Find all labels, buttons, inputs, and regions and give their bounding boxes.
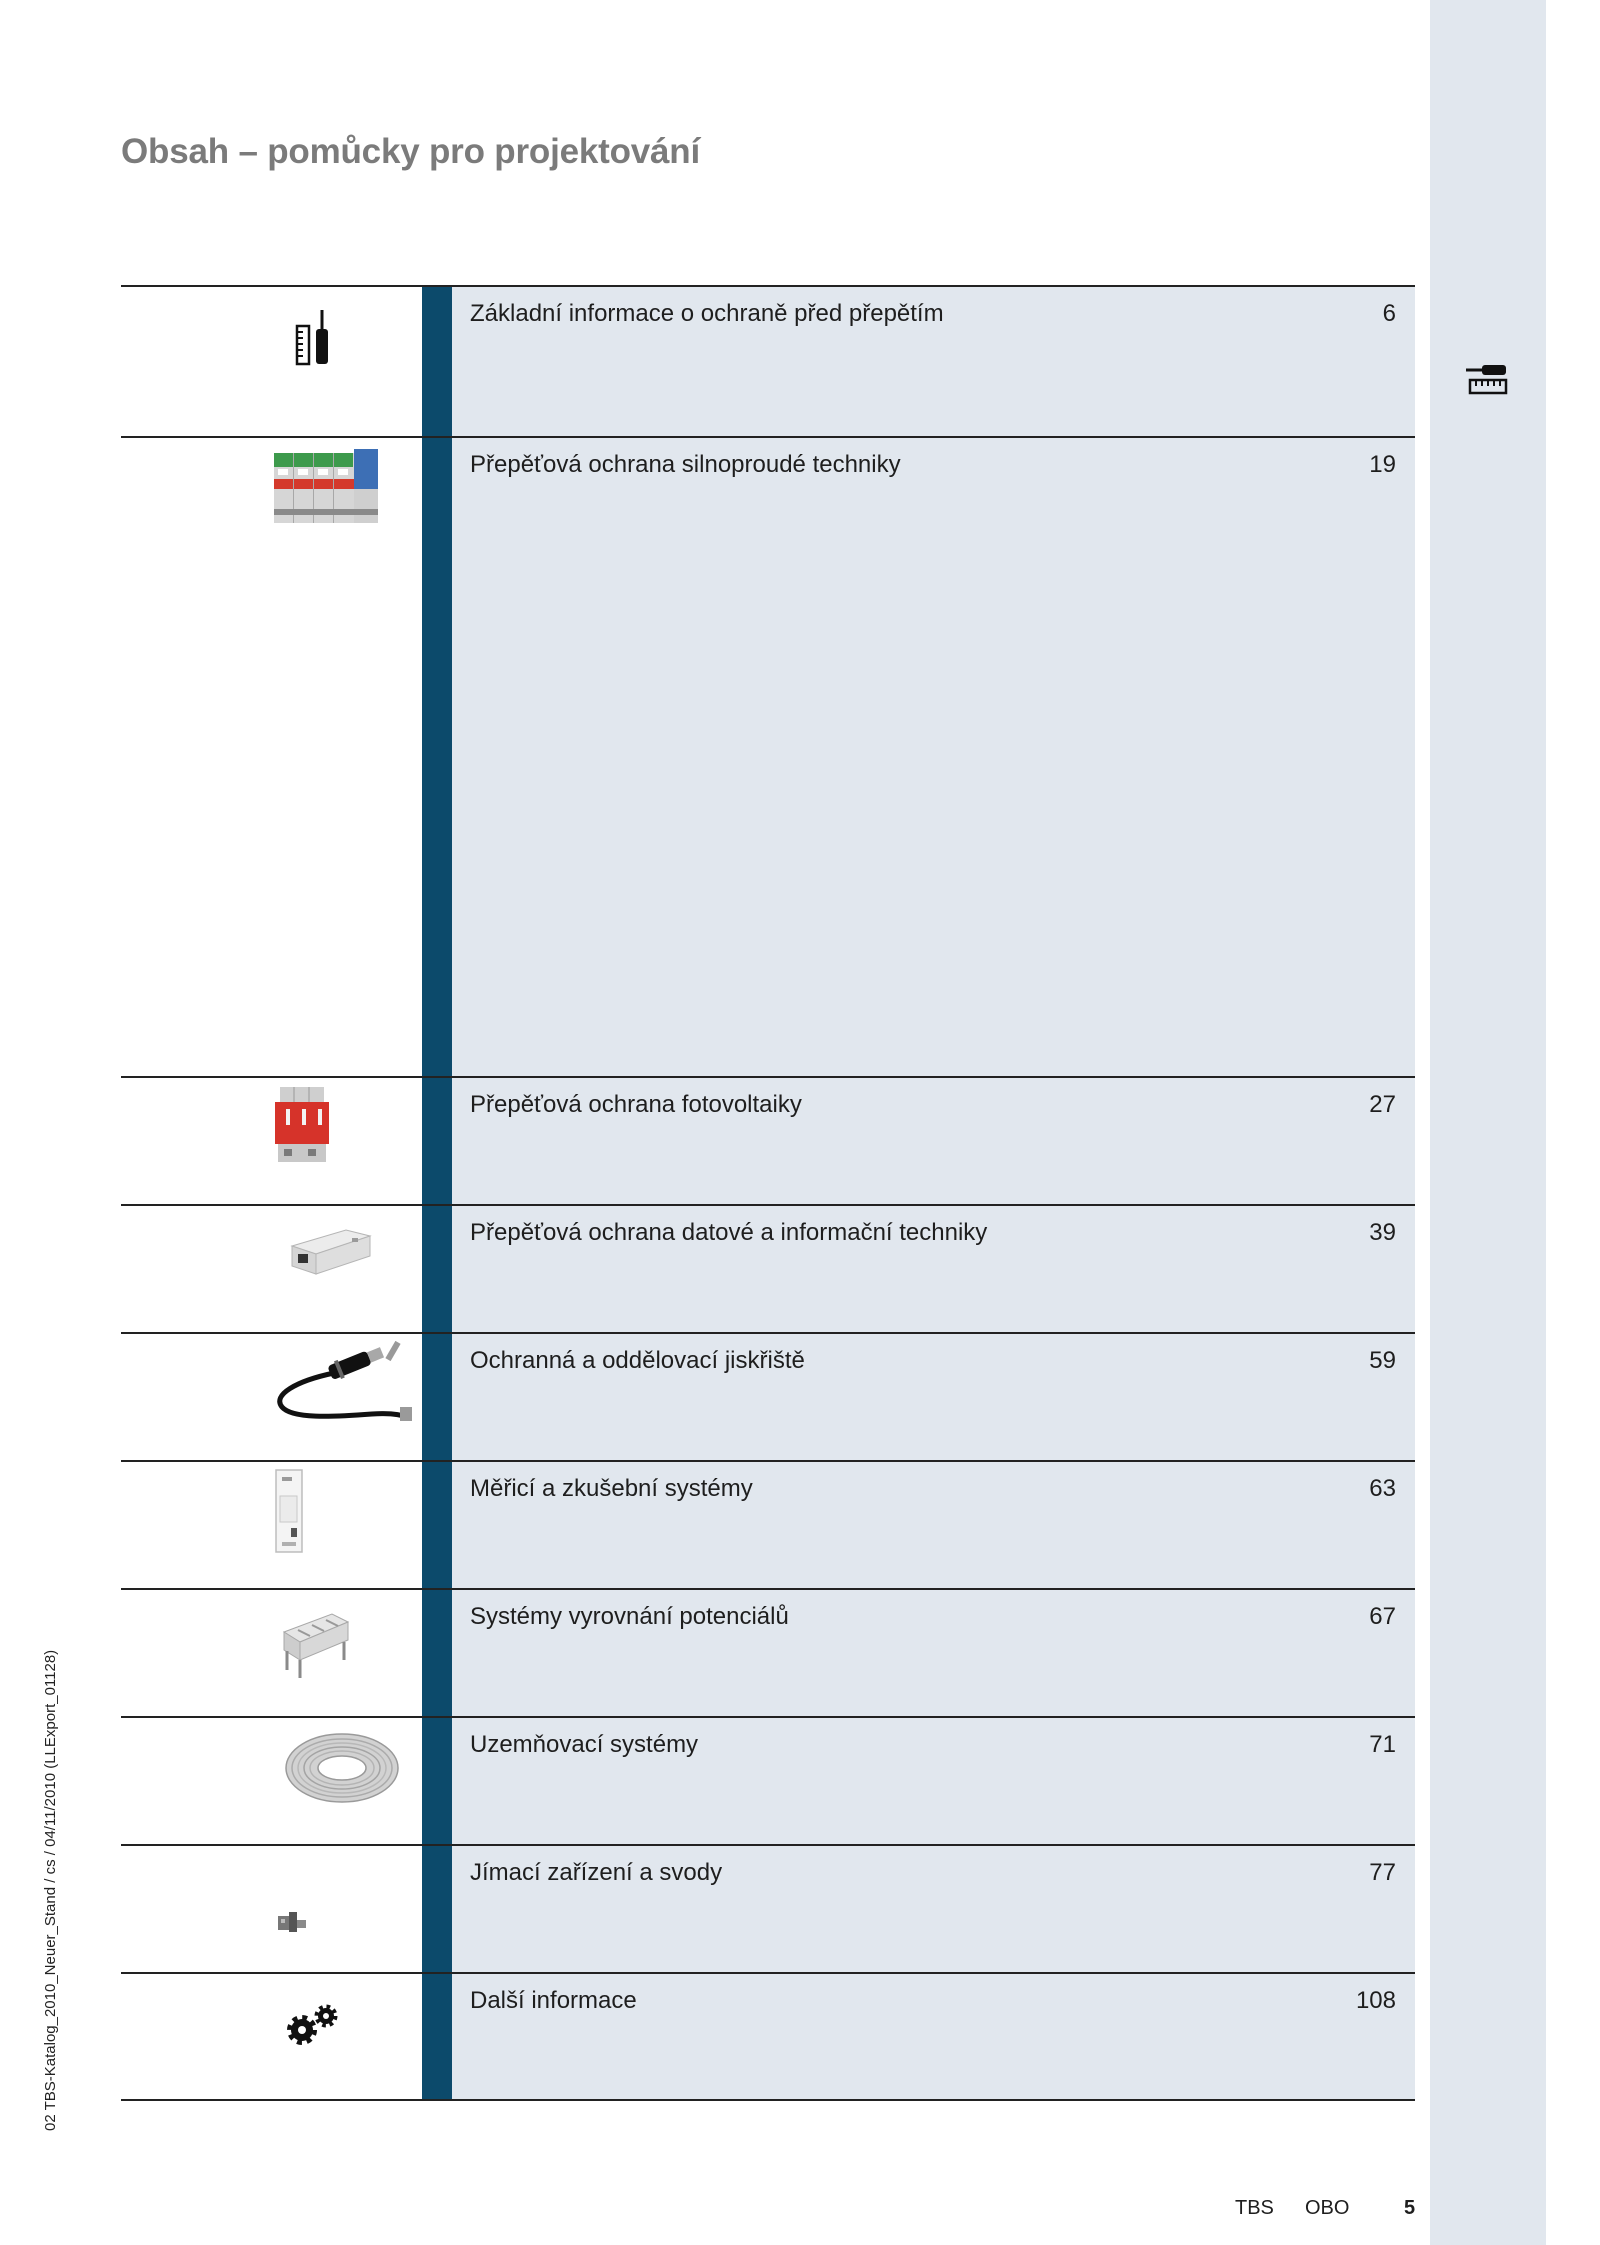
toc-row	[121, 1844, 1415, 1972]
toc-row-page-number: 108	[1355, 1987, 1396, 2014]
toc-row-page-number: 63	[1369, 1475, 1396, 1502]
chapter-sidebar	[1430, 0, 1546, 2245]
toc-row-page-number: 67	[1369, 1603, 1396, 1630]
table-of-contents	[121, 285, 1415, 2101]
gears-icon	[286, 2002, 339, 2046]
toc-row-title: Měřicí a zkušební systémy	[470, 1475, 753, 1502]
toc-row-title: Přepěťová ochrana datové a informační techniky	[470, 1219, 988, 1246]
toc-row-title: Přepěťová ochrana fotovoltaiky	[470, 1091, 802, 1118]
surge-arrester-modules-photo	[272, 449, 381, 529]
earthing-wire-coil-photo	[282, 1730, 401, 1806]
toc-row	[121, 1332, 1415, 1460]
toc-row-page-number: 6	[1382, 300, 1396, 327]
page-title: Obsah – pomůcky pro projektování	[121, 132, 701, 171]
toc-row-title: Další informace	[470, 1987, 637, 2014]
pv-surge-protector-photo	[272, 1087, 335, 1166]
document-reference-note: 02 TBS-Katalog_2010_Neuer_Stand / cs / 04/11/2010 (LLExport_01128)	[42, 1649, 59, 2131]
toc-row-title: Základní informace o ochraně před přepětím	[470, 300, 944, 327]
toc-row-page-number: 19	[1369, 451, 1396, 478]
footer-brand-obo: OBO	[1305, 2197, 1350, 2219]
data-protection-box-photo	[286, 1224, 374, 1279]
toc-row-title: Přepěťová ochrana silnoproudé techniky	[470, 451, 901, 478]
test-device-photo	[272, 1468, 308, 1555]
page-number: 5	[1404, 2197, 1416, 2219]
toc-row	[121, 285, 1415, 436]
toc-row-title: Ochranná a oddělovací jiskřiště	[470, 1347, 805, 1374]
toc-row-page-number: 71	[1369, 1731, 1396, 1758]
toc-row-page-number: 77	[1369, 1859, 1396, 1886]
toc-row-title: Systémy vyrovnání potenciálů	[470, 1603, 789, 1630]
ruler-screwdriver-icon	[1466, 364, 1508, 396]
toc-row-page-number: 59	[1369, 1347, 1396, 1374]
ruler-screwdriver-icon	[295, 310, 335, 366]
toc-row	[121, 1204, 1415, 1332]
toc-row-page-number: 39	[1369, 1219, 1396, 1246]
toc-row	[121, 1716, 1415, 1844]
toc-row	[121, 1076, 1415, 1204]
toc-row-page-number: 27	[1369, 1091, 1396, 1118]
equipotential-bar-photo	[278, 1602, 352, 1679]
conductor-clamp-photo	[276, 1910, 308, 1934]
toc-row	[121, 1460, 1415, 1588]
spark-gap-cable-photo	[272, 1337, 415, 1423]
toc-row	[121, 1588, 1415, 1716]
footer-brand-tbs: TBS	[1235, 2197, 1274, 2219]
toc-row-title: Uzemňovací systémy	[470, 1731, 699, 1758]
toc-row-title: Jímací zařízení a svody	[470, 1859, 723, 1886]
toc-row	[121, 1972, 1415, 2101]
toc-row	[121, 436, 1415, 1076]
